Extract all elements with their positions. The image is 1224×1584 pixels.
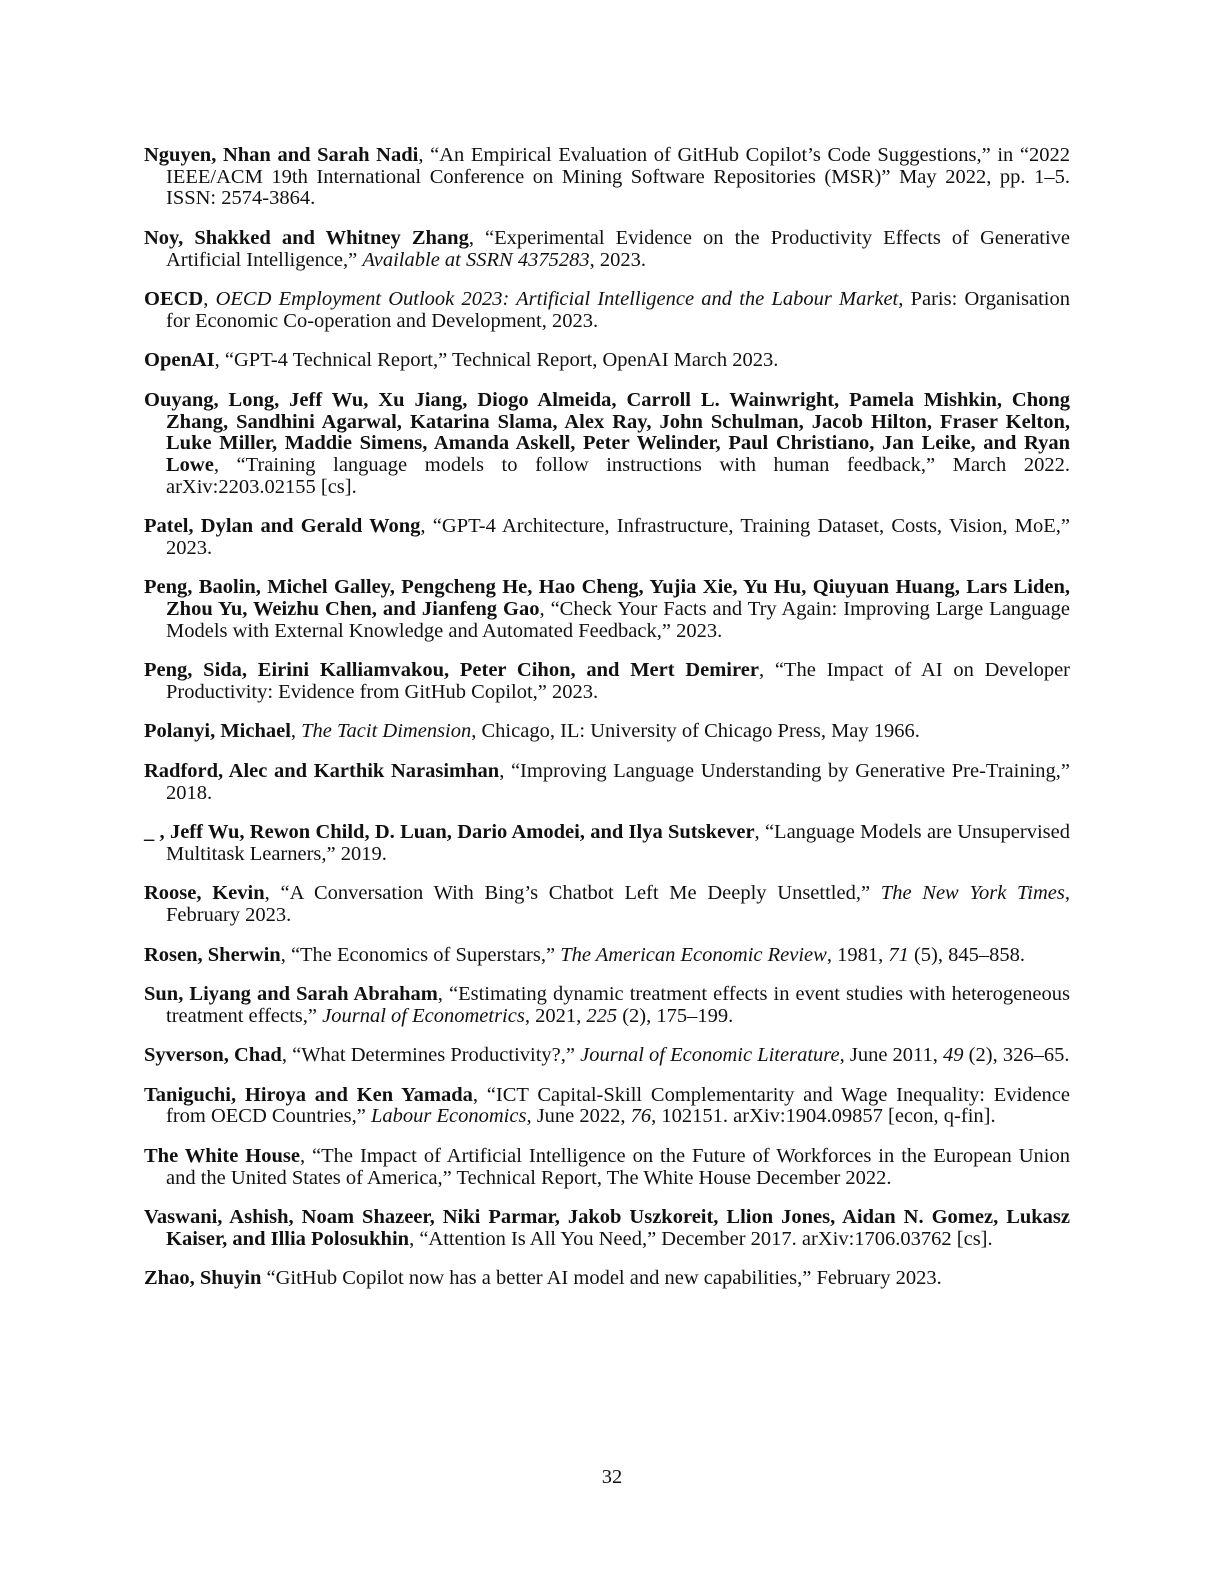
reference-text: , Paris: Organisation for Economic Co-operation and Development, 2023. <box>166 288 1071 332</box>
reference-text: , “GPT-4 Architecture, Infrastructure, Training Dataset, Costs, Vision, MoE,” 2023. <box>166 515 1070 559</box>
reference-text: , 2023. <box>589 248 646 271</box>
reference-authors: Zhao, Shuyin <box>144 1267 262 1290</box>
reference-authors: Polanyi, Michael <box>144 720 291 743</box>
reference-entry <box>144 516 1070 559</box>
reference-authors: Syverson, Chad <box>144 1044 282 1067</box>
reference-text: , <box>203 288 216 311</box>
reference-text: , “Training language models to follow instructions with human feedback,” March 2022. arXiv:2203.02155 [cs]. <box>166 453 1070 498</box>
reference-entry <box>144 945 1070 967</box>
reference-text: , “Check Your Facts and Try Again: Improving Large Language Models with External Knowledge and Automated Feedback,” 2023. <box>166 598 1070 642</box>
reference-italic-text: Labour Economics <box>370 1105 527 1128</box>
reference-list <box>144 145 1070 1308</box>
reference-italic-text: The Tacit Dimension <box>301 720 472 743</box>
reference-text: (2), 175–199. <box>617 1004 734 1027</box>
reference-text: , “GPT-4 Technical Report,” Technical Report, OpenAI March 2023. <box>214 349 779 372</box>
reference-text: , June 2011, <box>839 1044 944 1067</box>
reference-text: , “The Economics of Superstars,” <box>280 943 561 966</box>
reference-text: , “A Conversation With Bing’s Chatbot Left Me Deeply Unsettled,” <box>264 882 881 905</box>
reference-entry <box>144 350 1070 372</box>
reference-text: , “Estimating dynamic treatment effects in event studies with heterogeneous treatment effects,” <box>166 983 1070 1027</box>
reference-text: , February 2023. <box>166 882 1070 927</box>
reference-entry <box>144 145 1070 210</box>
reference-text: , “An Empirical Evaluation of GitHub Copilot’s Code Suggestions,” in “2022 IEEE/ACM 19th International Conference on Mining Software Repositories (MSR)” May 2022, pp. 1–5. ISSN: 2574-3864. <box>166 144 1071 210</box>
reference-text: , “The Impact of Artificial Intelligence on the Future of Workforces in the European Union and the United States of America,” Technical Report, The White House December 2022. <box>166 1144 1070 1189</box>
reference-entry <box>144 1085 1070 1128</box>
reference-entry <box>144 577 1070 642</box>
reference-text: (2), 326–65. <box>963 1044 1070 1067</box>
reference-text: , 102151. arXiv:1904.09857 [econ, q-fin]. <box>651 1105 996 1128</box>
reference-authors: Radford, Alec and Karthik Narasimhan <box>144 759 500 782</box>
reference-italic-text: 49 <box>943 1044 964 1067</box>
reference-italic-text: 225 <box>586 1004 618 1027</box>
reference-text: , “What Determines Productivity?,” <box>281 1044 581 1067</box>
reference-authors: The White House <box>144 1144 300 1167</box>
reference-authors: Rosen, Sherwin <box>144 943 281 966</box>
reference-italic-text: Available at SSRN 4375283 <box>362 248 590 271</box>
reference-text: , Chicago, IL: University of Chicago Press, May 1966. <box>471 720 920 743</box>
reference-authors: _ , Jeff Wu, Rewon Child, D. Luan, Dario Amodei, and Ilya Sutskever <box>144 821 755 844</box>
page-number: 32 <box>601 1466 623 1488</box>
reference-authors: Nguyen, Nhan and Sarah Nadi <box>144 144 419 166</box>
reference-entry <box>144 1207 1070 1250</box>
reference-italic-text: The American Economic Review <box>560 943 827 966</box>
reference-italic-text: OECD Employment Outlook 2023: Artificial Intelligence and the Labour Market <box>215 288 899 311</box>
reference-text: , “ICT Capital-Skill Complementarity and Wage Inequality: Evidence from OECD Countries,” <box>166 1083 1070 1128</box>
reference-entry <box>144 228 1070 271</box>
reference-entry <box>144 1268 1070 1290</box>
reference-authors: Vaswani, Ashish, Noam Shazeer, Niki Parmar, Jakob Uszkoreit, Llion Jones, Aidan N. Gomez, Lukasz Kaiser, and Illia Polosukhin <box>144 1206 1070 1250</box>
reference-text: , “Experimental Evidence on the Productivity Effects of Generative Artificial Intelligence,” <box>166 226 1070 271</box>
reference-italic-text: 71 <box>888 943 909 966</box>
reference-entry <box>144 390 1070 499</box>
reference-text: , 1981, <box>826 943 889 966</box>
reference-authors: Ouyang, Long, Jeff Wu, Xu Jiang, Diogo Almeida, Carroll L. Wainwright, Pamela Mishkin, Chong Zhang, Sandhini Agarwal, Katarina Slama, Alex Ray, John Schulman, Jacob Hilton, Fraser Kelton, Luke Miller, Maddie Simens, Amanda Askell, Peter Welinder, Paul Christiano, Jan Leike, and Ryan Lowe <box>144 388 1070 476</box>
reference-authors: OpenAI <box>144 349 215 372</box>
reference-text: , “Improving Language Understanding by Generative Pre-Training,” 2018. <box>166 759 1070 804</box>
reference-text: , “Attention Is All You Need,” December 2017. arXiv:1706.03762 [cs]. <box>409 1227 993 1250</box>
reference-text: , June 2022, <box>526 1105 631 1128</box>
reference-authors: Roose, Kevin <box>144 882 265 905</box>
reference-entry <box>144 761 1070 804</box>
reference-entry <box>144 289 1070 332</box>
reference-authors: OECD <box>144 288 204 311</box>
reference-authors: Peng, Sida, Eirini Kalliamvakou, Peter Cihon, and Mert Demirer <box>144 659 759 682</box>
reference-entry <box>144 1045 1070 1067</box>
reference-italic-text: Journal of Econometrics <box>322 1004 525 1027</box>
reference-text: , <box>290 720 302 743</box>
reference-authors: Noy, Shakked and Whitney Zhang <box>144 226 469 249</box>
reference-italic-text: Journal of Economic Literature <box>580 1044 840 1067</box>
reference-entry <box>144 721 1070 743</box>
reference-entry <box>144 660 1070 703</box>
reference-authors: Patel, Dylan and Gerald Wong <box>144 515 421 538</box>
reference-text: , 2021, <box>524 1004 587 1027</box>
reference-italic-text: 76 <box>630 1105 652 1128</box>
reference-entry <box>144 822 1070 865</box>
reference-italic-text: The New York Times <box>880 882 1065 905</box>
reference-text: , “Language Models are Unsupervised Multitask Learners,” 2019. <box>166 821 1070 865</box>
reference-authors: Sun, Liyang and Sarah Abraham <box>144 983 438 1006</box>
reference-text: , “The Impact of AI on Developer Productivity: Evidence from GitHub Copilot,” 2023. <box>166 659 1070 703</box>
reference-entry <box>144 984 1070 1027</box>
reference-entry <box>144 883 1070 926</box>
reference-text: “GitHub Copilot now has a better AI model and new capabilities,” February 2023. <box>261 1267 942 1290</box>
reference-entry <box>144 1146 1070 1189</box>
reference-authors: Taniguchi, Hiroya and Ken Yamada <box>144 1083 473 1106</box>
reference-authors: Peng, Baolin, Michel Galley, Pengcheng He, Hao Cheng, Yujia Xie, Yu Hu, Qiuyuan Huang, Lars Liden, Zhou Yu, Weizhu Chen, and Jianfeng Gao <box>144 576 1070 621</box>
reference-text: (5), 845–858. <box>908 943 1025 966</box>
